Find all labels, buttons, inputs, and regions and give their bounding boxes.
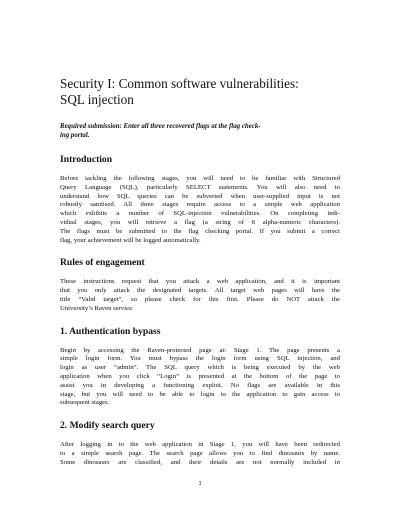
section-heading-authentication-bypass: 1. Authentication bypass bbox=[60, 325, 161, 337]
text-line: which exhibits a number of SQL-injection vulnerabilities. On completing indi- bbox=[60, 210, 340, 218]
section-heading-rules: Rules of engagement bbox=[60, 257, 145, 269]
page-number: 1 bbox=[198, 480, 202, 487]
text-line: The flags must be submitted to the flag checking portal. If you submit a correct bbox=[60, 227, 340, 235]
text-line: Some dinosaurs are classified, and their details are not normally included in bbox=[60, 458, 340, 466]
text-line: that you only attack the designated targets. All target web pages will have the bbox=[60, 287, 340, 295]
text-line: Query Language (SQL), particularly SELECT statements. You will also need to bbox=[60, 183, 340, 191]
required-line: ing portal. bbox=[60, 132, 90, 139]
document-title bbox=[60, 76, 340, 108]
text-line: understand how SQL queries can be subverted when user-supplied input is not bbox=[60, 192, 340, 200]
text-line: Begin by accessing the Raven-protected page at: Stage 1. The page presents a bbox=[60, 346, 340, 354]
required-submission-note bbox=[60, 122, 340, 140]
authentication-bypass-paragraph bbox=[60, 347, 340, 409]
text-line: vidual stages, you will retrieve a flag (a string of 8 alpha-numeric characters). bbox=[60, 218, 340, 226]
text-line: Before tackling the following stages, you will need to be familiar with Structured bbox=[60, 175, 340, 182]
text-line: to a simple search page. The search page allows you to find dinosaurs by name. bbox=[60, 449, 340, 457]
required-line: Required submission: Enter all three recovered flags at the flag check- bbox=[60, 123, 261, 130]
modify-search-query-paragraph bbox=[60, 441, 340, 467]
text-line: assist you in developing a functioning exploit. No flags are available in this bbox=[60, 381, 340, 389]
text-line: simple login form. You must bypass the login form using SQL injection, and bbox=[60, 355, 340, 363]
rules-paragraph bbox=[60, 278, 340, 313]
section-heading-modify-search-query: 2. Modify search query bbox=[60, 420, 155, 432]
text-line: stage, but you will need to be able to login to the application to gain access to bbox=[60, 390, 340, 398]
text-line: After logging in to the web application in Stage 1, you will have been redirected bbox=[60, 441, 340, 449]
title-line: SQL injection bbox=[60, 92, 134, 107]
text-line: flag, your achievement will be logged automatically. bbox=[60, 236, 201, 244]
section-heading-introduction: Introduction bbox=[60, 154, 113, 165]
text-line: subsequent stages. bbox=[60, 399, 110, 407]
text-line: These instructions request that you attack a web application, and it is important bbox=[60, 278, 340, 286]
introduction-paragraph bbox=[60, 175, 340, 245]
text-line: robustly sanitised. All three stages require access to a simple web application bbox=[60, 201, 340, 209]
text-line: application when you click “Login” is presented at the bottom of the page to bbox=[60, 372, 340, 380]
text-line: login as user “admin”. The SQL query which is being executed by the web bbox=[60, 364, 340, 372]
text-line: title “Valid target”, so please check for this first. Please do NOT attack the bbox=[60, 295, 340, 303]
document-page bbox=[60, 76, 340, 480]
text-line: University’s Raven service. bbox=[60, 304, 134, 312]
title-line: Security I: Common software vulnerabilities: bbox=[60, 76, 299, 91]
